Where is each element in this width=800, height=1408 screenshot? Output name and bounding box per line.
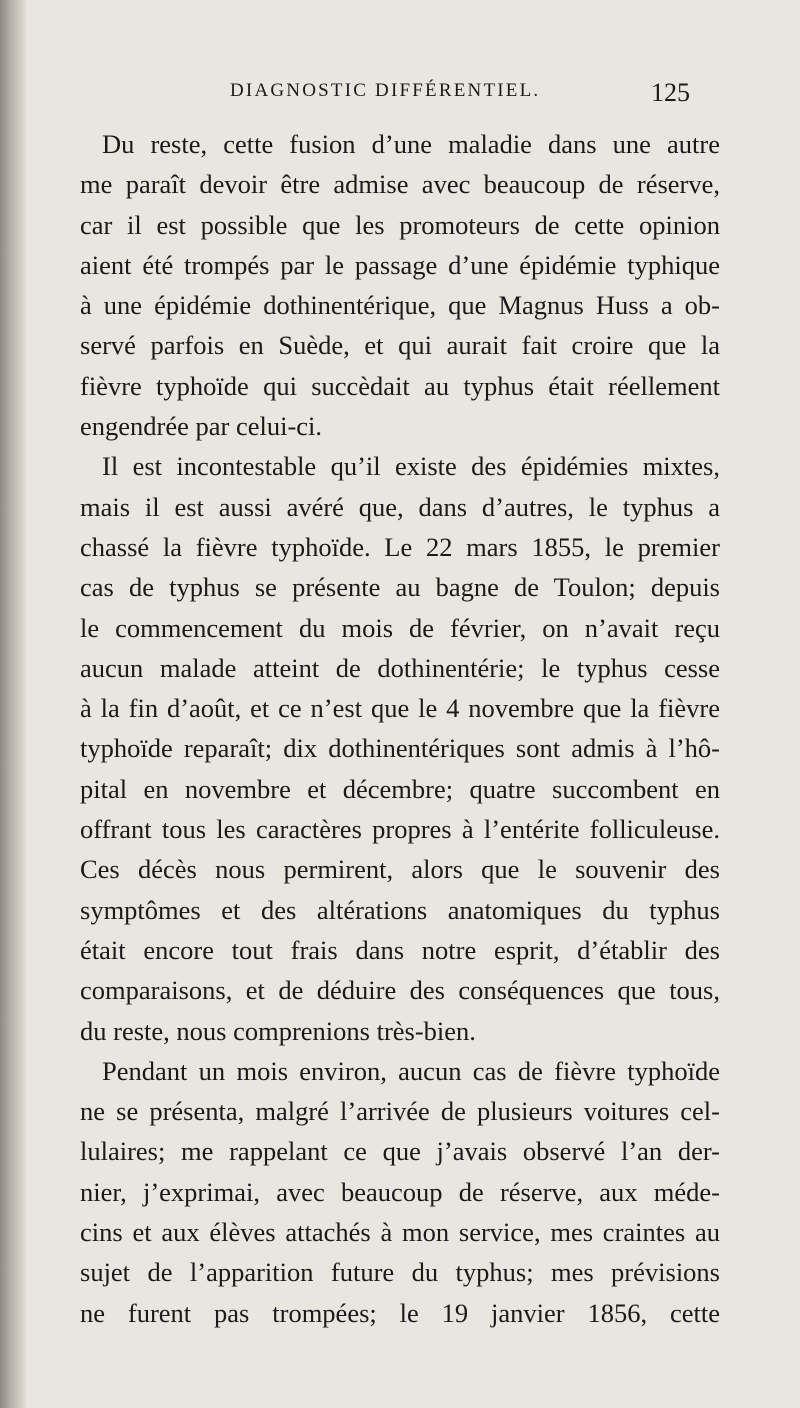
text-line: Ces décès nous permirent, alors que le souvenir des xyxy=(80,854,720,885)
text-line: me paraît devoir être admise avec beaucoup de réserve, xyxy=(80,169,720,200)
text-line: engendrée par celui-ci. xyxy=(80,411,323,442)
text-line: cas de typhus se présente au bagne de Toulon; depuis xyxy=(80,572,720,603)
text-line: le commencement du mois de février, on n’avait reçu xyxy=(80,612,720,643)
text-line: offrant tous les caractères propres à l’entérite folliculeuse. xyxy=(80,814,720,845)
text-line: sujet de l’apparition future du typhus; mes prévisions xyxy=(80,1257,720,1288)
text-line: nier, j’exprimai, avec beaucoup de réserve, aux méde- xyxy=(80,1176,720,1207)
text-line: du reste, nous comprenions très-bien. xyxy=(80,1015,476,1046)
text-line: Il est incontestable qu’il existe des épidémies mixtes, xyxy=(102,451,720,482)
text-line: chassé la fièvre typhoïde. Le 22 mars 1855, le premier xyxy=(80,531,720,562)
text-line: pital en novembre et décembre; quatre succombent en xyxy=(80,773,720,804)
text-line: lulaires; me rappelant ce que j’avais observé l’an der- xyxy=(80,1136,720,1167)
text-line: typhoïde reparaît; dix dothinentériques sont admis à l’hô- xyxy=(80,733,720,764)
text-line: aient été trompés par le passage d’une épidémie typhique xyxy=(80,249,720,280)
text-line: car il est possible que les promoteurs de cette opinion xyxy=(80,209,720,240)
text-line: symptômes et des altérations anatomiques du typhus xyxy=(80,894,720,925)
text-line: ne furent pas trompées; le 19 janvier 1856, cette xyxy=(80,1297,720,1328)
text-line: Pendant un mois environ, aucun cas de fièvre typhoïde xyxy=(102,1055,720,1086)
text-line: servé parfois en Suède, et qui aurait fait croire que la xyxy=(80,330,720,361)
text-line: comparaisons, et de déduire des conséquences que tous, xyxy=(80,975,720,1006)
text-line: fièvre typhoïde qui succèdait au typhus était réellement xyxy=(80,370,720,401)
text-line: à une épidémie dothinentérique, que Magnus Huss a ob- xyxy=(80,290,720,321)
text-line: cins et aux élèves attachés à mon service, mes craintes au xyxy=(80,1217,720,1248)
text-line: Du reste, cette fusion d’une maladie dans une autre xyxy=(102,129,720,159)
text-line: mais il est aussi avéré que, dans d’autres, le typhus a xyxy=(80,491,720,522)
text-line: à la fin d’août, et ce n’est que le 4 novembre que la fièvre xyxy=(80,693,720,724)
running-title: DIAGNOSTIC DIFFÉRENTIEL. xyxy=(230,80,541,101)
running-head xyxy=(160,80,690,114)
body-text xyxy=(80,124,720,1333)
page-number: 125 xyxy=(651,78,690,107)
text-line: aucun malade atteint de dothinentérie; le typhus cesse xyxy=(80,652,720,683)
text-line: était encore tout frais dans notre esprit, d’établir des xyxy=(80,934,720,965)
text-line: ne se présenta, malgré l’arrivée de plusieurs voitures cel- xyxy=(80,1096,720,1127)
